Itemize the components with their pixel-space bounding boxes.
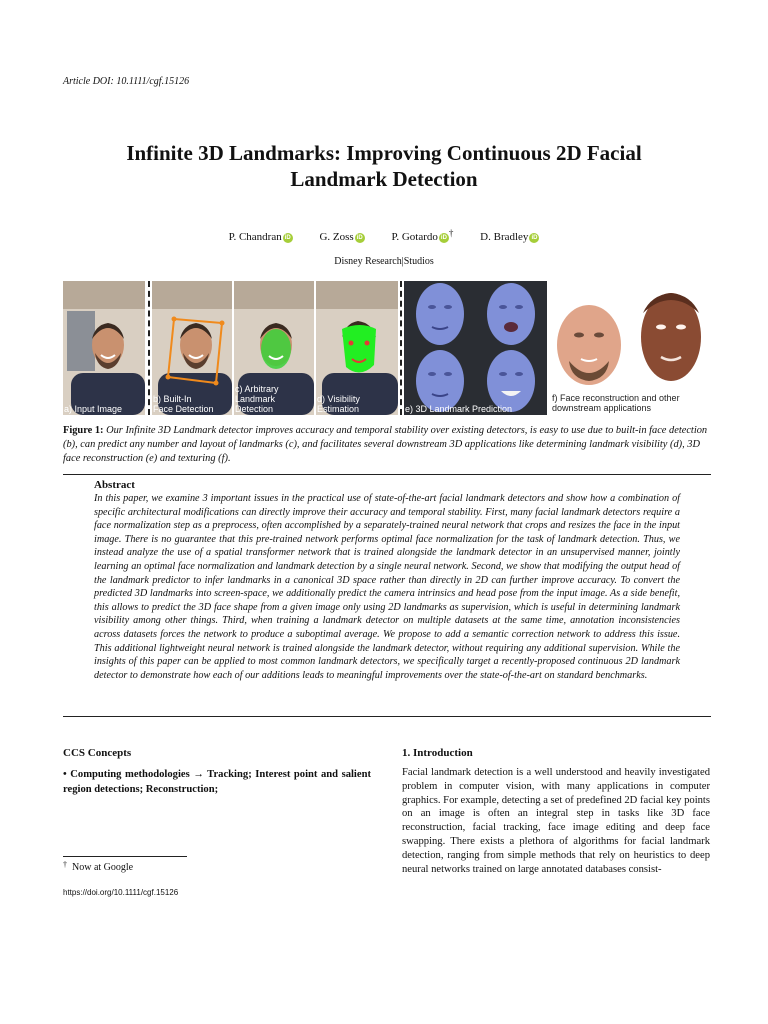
author-list: [64, 228, 704, 243]
author-chandran: P. Chandran iD: [228, 231, 291, 243]
intro-heading: 1. Introduction: [402, 747, 473, 759]
orcid-icon[interactable]: iD: [356, 235, 363, 241]
panel-reconstruction: [551, 281, 705, 415]
intro-text: Facial landmark detection is a well understood and heavily investigated problem in computer vision, with many applications in computer graphics. For example, detecting a set of predefined 2D facial key points on an image is often an integral step in tasks like 3D face reconstruction, facial tracking, face image editing and deep face swapping. There exists a plethora of algorithms for facial landmark detection, ranging from simple methods that rely on heuristics to deep neural networks trained on large annotated databases consist-: [402, 767, 710, 875]
label-e: e) 3D Landmark Prediction: [405, 404, 513, 414]
abstract-top-rule: [63, 474, 711, 475]
title-line-1: Infinite 3D Landmarks: Improving Continuous 2D Facial: [126, 141, 642, 165]
panel-face-detection: [152, 281, 232, 415]
panel-visibility: [316, 281, 398, 415]
panel-divider: [400, 281, 402, 415]
ccs-heading: CCS Concepts: [63, 747, 132, 759]
panel-3d-landmarks: [404, 281, 547, 415]
footnote-rule: [63, 856, 187, 857]
panel-landmark-detection: [234, 281, 314, 415]
author-zoss: G. Zoss iD: [319, 231, 363, 243]
affiliation: Disney Research|Studios: [334, 256, 434, 267]
abstract-bottom-rule: [63, 716, 711, 717]
ccs-concepts: • Computing methodologies → Tracking; Interest point and salient region detections; Reconstruction;: [63, 769, 371, 795]
portrait-photo: [63, 281, 145, 415]
label-b: b) Built-In Face Detection: [153, 394, 214, 414]
teaser-figure: [63, 281, 705, 417]
footnote: † Now at Google: [63, 860, 134, 873]
label-d: d) Visibility Estimation: [317, 394, 360, 414]
abstract-text: In this paper, we examine 3 important issues in the practical use of state-of-the-art facial landmark detectors and show how a combination of specific architectural modifications can directly improve their accuracy and temporal stability. First, many facial landmark detectors require a face normalization step as a preprocess, often accomplished by a separately-trained neural network that crops and resizes the face in the input image. There is no guarantee that this pre-trained network performs optimal face normalization for the task of landmark detection. Thus, we instead analyze the use of a spatial transformer network that is trained alongside the landmark detector in an unsupervised manner, jointly learning an optimal face normalization and landmark detection by a single neural network. Second, we show that modifying the output head of the landmark predictor to infer landmarks in a canonical 3D space rather than directly in 2D can further improve accuracy. To convert the predicted 3D landmarks into screen-space, we additionally predict the camera intrinsics and head pose from the input image. As a side benefit, this allows to predict the 3D face shape from a given image only using 2D landmarks as supervision, which is useful in determining landmark visibility among other things. Third, when training a landmark detector on multiple datasets at the same time, annotation inconsistencies across datasets forces the network to produce a suboptimal average. We propose to add a semantic correction network to address this issue. This additional lightweight neural network is trained alongside the landmark detector, without requiring any additional supervision. While the insights of this paper can be applied to most common landmark detectors, we specifically target a recently-proposed continuous 2D landmark detector to demonstrate how each of our additions leads to meaningful improvements over the state-of-the-art on standard benchmarks.: [94, 493, 680, 681]
label-f: f) Face reconstruction and other downstream applications: [552, 393, 680, 413]
orcid-icon[interactable]: iD: [440, 235, 447, 241]
label-a: a) Input Image: [64, 404, 123, 414]
mesh-grid: [404, 281, 547, 415]
figure-caption: Figure 1: Our Infinite 3D Landmark detector improves accuracy and temporal stability over existing detectors, is easy to use due to built-in face detection (b), can predict any number and layout of landmarks (c), and facilitates several downstream 3D applications like determining landmark visibility (d), 3D face reconstruction (e) and texturing (f).: [63, 425, 708, 464]
author-bradley: D. Bradley iD: [480, 231, 538, 243]
panel-divider: [148, 281, 150, 415]
abstract-heading: Abstract: [94, 479, 135, 491]
panel-input-image: [63, 281, 145, 415]
author-gotardo: P. Gotardo iD †: [391, 228, 454, 243]
orcid-icon[interactable]: iD: [531, 235, 538, 241]
orcid-icon[interactable]: iD: [284, 235, 291, 241]
label-c: c) Arbitrary Landmark Detection: [235, 384, 279, 414]
paper-title: [64, 140, 704, 192]
title-line-2: Landmark Detection: [290, 167, 478, 191]
article-doi: Article DOI: 10.1111/cgf.15126: [63, 76, 190, 87]
footer-doi-link[interactable]: https://doi.org/10.1111/cgf.15126: [63, 888, 179, 897]
textured-faces: [551, 281, 705, 393]
dagger-mark: †: [448, 228, 454, 238]
